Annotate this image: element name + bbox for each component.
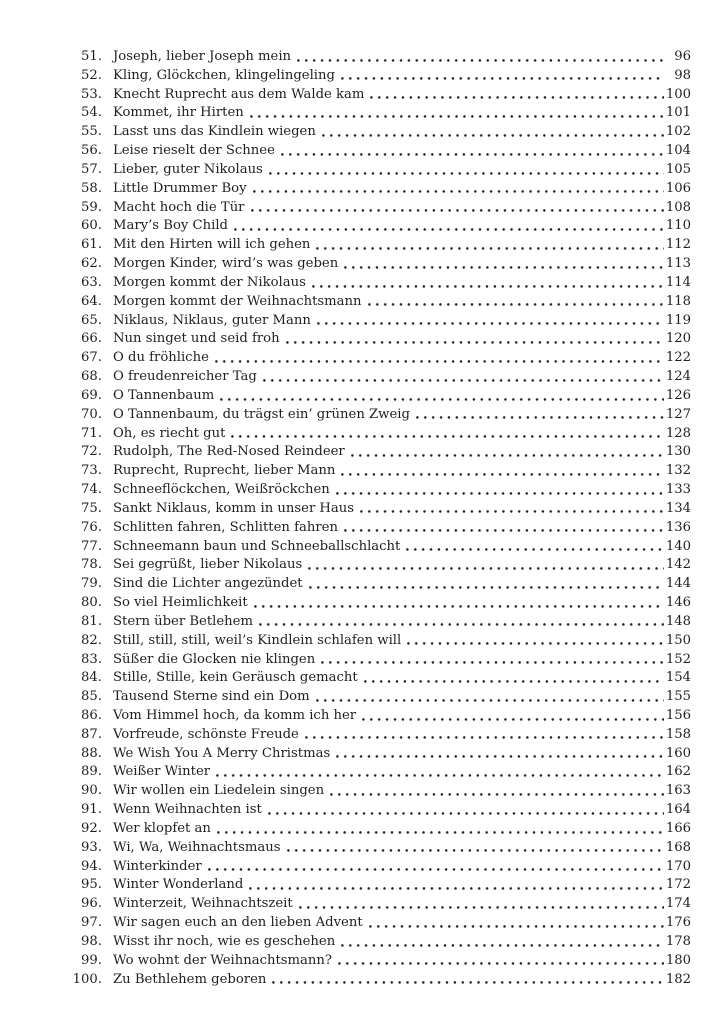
entry-title: Lasst uns das Kindlein wiegen [113, 124, 316, 140]
dot-leader [407, 633, 664, 652]
dot-leader [344, 520, 664, 539]
toc-entry [64, 539, 691, 558]
entry-number: 73. [81, 463, 102, 479]
toc-entry [64, 972, 691, 991]
entry-page-number: 158 [665, 726, 691, 742]
entry-number: 57. [81, 161, 102, 177]
entry-number: 77. [81, 538, 102, 554]
dot-leader [281, 143, 664, 162]
entry-page-number: 113 [665, 256, 691, 272]
entry-number: 65. [81, 312, 102, 328]
dot-leader [269, 162, 664, 181]
entry-title: Joseph, lieber Joseph mein [113, 49, 292, 64]
entry-page-number: 156 [665, 707, 691, 723]
entry-page-number: 101 [665, 105, 691, 121]
entry-page-number: 110 [665, 218, 691, 234]
toc-entry [64, 859, 691, 878]
entry-title: Vom Himmel hoch, da komm ich her [113, 707, 357, 723]
entry-number: 68. [81, 369, 102, 385]
dot-leader [305, 727, 664, 746]
entry-title: Ruprecht, Ruprecht, lieber Mann [113, 463, 336, 479]
entry-title: Kommet, ihr Hirten [113, 105, 244, 121]
entry-title: Sankt Niklaus, komm in unser Haus [113, 500, 355, 516]
dot-leader [299, 896, 664, 915]
dot-leader [308, 557, 664, 576]
entry-number: 93. [81, 839, 102, 855]
entry-number: 87. [81, 726, 102, 742]
dot-leader [309, 576, 664, 595]
entry-title: Oh, es riecht gut [113, 425, 226, 441]
toc-entry [64, 915, 691, 934]
entry-title: O du fröhliche [113, 350, 209, 366]
toc-entry [64, 501, 691, 520]
entry-number: 88. [81, 745, 102, 761]
dot-leader [312, 275, 664, 294]
dot-leader [368, 294, 664, 313]
entry-number: 94. [81, 858, 102, 874]
entry-page-number: 182 [665, 971, 691, 987]
dot-leader [263, 369, 664, 388]
entry-title: Tausend Sterne sind ein Dom [113, 689, 310, 705]
entry-page-number: 108 [665, 199, 691, 215]
dot-leader [253, 181, 664, 200]
entry-page-number: 164 [665, 802, 691, 818]
dot-leader [321, 652, 664, 671]
entry-title: Wer klopfet an [113, 820, 211, 836]
toc-entry [64, 68, 691, 87]
entry-number: 100. [72, 971, 102, 987]
dot-leader [251, 200, 665, 219]
entry-page-number: 180 [665, 952, 691, 968]
toc-entry [64, 275, 691, 294]
entry-page-number: 155 [665, 689, 691, 705]
entry-number: 61. [81, 237, 102, 253]
entry-page-number: 148 [665, 613, 691, 629]
toc-entry [64, 576, 691, 595]
dot-leader [286, 331, 664, 350]
entry-number: 51. [81, 49, 102, 64]
entry-page-number: 152 [665, 651, 691, 667]
entry-title: So viel Heimlichkeit [113, 595, 248, 611]
entry-page-number: 112 [665, 237, 691, 253]
entry-number: 91. [81, 802, 102, 818]
dot-leader [208, 859, 664, 878]
entry-number: 97. [81, 915, 102, 931]
entry-number: 80. [81, 595, 102, 611]
entry-number: 82. [81, 632, 102, 648]
dot-leader [322, 124, 664, 143]
dot-leader [217, 821, 664, 840]
entry-title: Lieber, guter Nikolaus [113, 161, 263, 177]
entry-title: Mit den Hirten will ich gehen [113, 237, 311, 253]
entry-page-number: 106 [665, 180, 691, 196]
dot-leader [341, 934, 664, 953]
dot-leader [268, 802, 664, 821]
toc-entry [64, 218, 691, 237]
entry-title: Schlitten fahren, Schlitten fahren [113, 519, 338, 535]
entry-page-number: 130 [665, 444, 691, 460]
entry-title: Morgen kommt der Nikolaus [113, 274, 306, 290]
entry-page-number: 172 [665, 877, 691, 893]
entry-number: 54. [81, 105, 102, 121]
entry-page-number: 150 [665, 632, 691, 648]
toc-list [64, 49, 691, 990]
entry-page-number: 144 [665, 576, 691, 592]
entry-page-number: 118 [665, 293, 691, 309]
toc-entry [64, 877, 691, 896]
toc-entry [64, 463, 691, 482]
dot-leader [416, 407, 664, 426]
entry-title: Rudolph, The Red-Nosed Reindeer [113, 444, 345, 460]
toc-entry [64, 821, 691, 840]
toc-entry [64, 256, 691, 275]
entry-page-number: 100 [665, 86, 691, 102]
entry-number: 66. [81, 331, 102, 347]
entry-page-number: 136 [665, 519, 691, 535]
entry-number: 90. [81, 783, 102, 799]
dot-leader [254, 595, 664, 614]
entry-title: Wisst ihr noch, wie es geschehen [113, 933, 336, 949]
dot-leader [351, 444, 664, 463]
entry-number: 60. [81, 218, 102, 234]
toc-entry [64, 764, 691, 783]
dot-leader [341, 68, 664, 87]
toc-entry [64, 727, 691, 746]
entry-page-number: 133 [665, 482, 691, 498]
dot-leader [216, 764, 664, 783]
dot-leader [215, 350, 664, 369]
entry-title: O Tannenbaum, du trägst ein’ grünen Zweig [113, 406, 410, 422]
toc-entry [64, 200, 691, 219]
entry-page-number: 134 [665, 500, 691, 516]
toc-entry [64, 313, 691, 332]
entry-title: Stern über Betlehem [113, 613, 253, 629]
entry-page-number: 166 [665, 820, 691, 836]
entry-page-number: 104 [665, 143, 691, 159]
dot-leader [362, 708, 664, 727]
entry-page-number: 142 [665, 557, 691, 573]
dot-leader [330, 783, 664, 802]
toc-entry [64, 689, 691, 708]
entry-number: 62. [81, 256, 102, 272]
dot-leader [272, 972, 664, 991]
entry-page-number: 120 [665, 331, 691, 347]
toc-entry [64, 595, 691, 614]
toc-entry [64, 294, 691, 313]
entry-number: 55. [81, 124, 102, 140]
entry-page-number: 163 [665, 783, 691, 799]
entry-title: O Tannenbaum [113, 387, 215, 403]
entry-number: 86. [81, 707, 102, 723]
entry-page-number: 132 [665, 463, 691, 479]
entry-title: Schneeflöckchen, Weißröckchen [113, 482, 330, 498]
toc-entry [64, 237, 691, 256]
toc-entry [64, 87, 691, 106]
entry-number: 98. [81, 933, 102, 949]
toc-entry [64, 896, 691, 915]
entry-number: 81. [81, 613, 102, 629]
entry-title: Knecht Ruprecht aus dem Walde kam [113, 86, 365, 102]
dot-leader [344, 256, 664, 275]
entry-number: 84. [81, 670, 102, 686]
entry-title: Leise rieselt der Schnee [113, 143, 275, 159]
entry-page-number: 168 [665, 839, 691, 855]
entry-page-number: 160 [665, 745, 691, 761]
entry-page-number: 105 [665, 161, 691, 177]
dot-leader [249, 877, 664, 896]
toc-entry [64, 369, 691, 388]
dot-leader [250, 105, 664, 124]
entry-number: 64. [81, 293, 102, 309]
entry-number: 52. [81, 67, 102, 83]
toc-entry [64, 614, 691, 633]
entry-title: Winterkinder [113, 858, 202, 874]
entry-number: 85. [81, 689, 102, 705]
dot-leader [341, 463, 664, 482]
toc-entry [64, 670, 691, 689]
toc-entry [64, 840, 691, 859]
entry-title: Winterzeit, Weihnachtszeit [113, 896, 293, 912]
entry-page-number: 162 [665, 764, 691, 780]
toc-entry [64, 652, 691, 671]
entry-title: Nun singet und seid froh [113, 331, 280, 347]
entry-title: O freudenreicher Tag [113, 369, 257, 385]
entry-number: 58. [81, 180, 102, 196]
dot-leader [336, 746, 664, 765]
entry-page-number: 126 [665, 387, 691, 403]
dot-leader [231, 426, 664, 445]
entry-page-number: 174 [665, 896, 691, 912]
entry-title: Weißer Winter [113, 764, 211, 780]
entry-title: Stille, Stille, kein Geräusch gemacht [113, 670, 358, 686]
toc-entry [64, 105, 691, 124]
entry-title: We Wish You A Merry Christmas [113, 745, 331, 761]
entry-number: 75. [81, 500, 102, 516]
entry-number: 96. [81, 896, 102, 912]
entry-title: Still, still, still, weil’s Kindlein schlafen will [113, 632, 402, 648]
toc-entry [64, 557, 691, 576]
entry-number: 56. [81, 143, 102, 159]
entry-number: 63. [81, 274, 102, 290]
entry-number: 71. [81, 425, 102, 441]
entry-page-number: 140 [665, 538, 691, 554]
entry-title: Morgen kommt der Weihnachtsmann [113, 293, 362, 309]
entry-page-number: 98 [674, 67, 691, 83]
entry-number: 69. [81, 387, 102, 403]
entry-title: Sei gegrüßt, lieber Nikolaus [113, 557, 303, 573]
entry-page-number: 178 [665, 933, 691, 949]
entry-title: Little Drummer Boy [113, 180, 247, 196]
entry-number: 78. [81, 557, 102, 573]
toc-entry [64, 802, 691, 821]
entry-page-number: 146 [665, 595, 691, 611]
entry-number: 79. [81, 576, 102, 592]
entry-title: Wir sagen euch an den lieben Advent [113, 915, 363, 931]
entry-title: Morgen Kinder, wird’s was geben [113, 256, 339, 272]
entry-title: Macht hoch die Tür [113, 199, 245, 215]
dot-leader [369, 915, 664, 934]
entry-title: Mary’s Boy Child [113, 218, 229, 234]
dot-leader [297, 49, 664, 68]
entry-number: 89. [81, 764, 102, 780]
entry-page-number: 124 [665, 369, 691, 385]
toc-entry [64, 426, 691, 445]
dot-leader [317, 313, 664, 332]
entry-title: Wir wollen ein Liedelein singen [113, 783, 325, 799]
toc-entry [64, 49, 691, 68]
toc-entry [64, 520, 691, 539]
dot-leader [316, 237, 664, 256]
entry-title: Wi, Wa, Weihnachtsmaus [113, 839, 281, 855]
dot-leader [336, 482, 664, 501]
entry-page-number: 127 [665, 406, 691, 422]
toc-entry [64, 331, 691, 350]
entry-number: 76. [81, 519, 102, 535]
entry-number: 83. [81, 651, 102, 667]
entry-number: 67. [81, 350, 102, 366]
toc-entry [64, 708, 691, 727]
entry-page-number: 154 [665, 670, 691, 686]
entry-title: Sind die Lichter angezündet [113, 576, 303, 592]
entry-page-number: 128 [665, 425, 691, 441]
dot-leader [220, 388, 664, 407]
entry-number: 99. [81, 952, 102, 968]
entry-page-number: 114 [665, 274, 691, 290]
entry-page-number: 102 [665, 124, 691, 140]
entry-title: Kling, Glöckchen, klingelingeling [113, 67, 335, 83]
toc-entry [64, 407, 691, 426]
dot-leader [259, 614, 664, 633]
entry-number: 74. [81, 482, 102, 498]
entry-title: Wenn Weihnachten ist [113, 802, 262, 818]
entry-title: Schneemann baun und Schneeballschlacht [113, 538, 401, 554]
entry-number: 53. [81, 86, 102, 102]
toc-entry [64, 633, 691, 652]
toc-entry [64, 388, 691, 407]
toc-entry [64, 350, 691, 369]
entry-page-number: 119 [665, 312, 691, 328]
entry-title: Winter Wonderland [113, 877, 244, 893]
toc-entry [64, 181, 691, 200]
entry-page-number: 96 [674, 49, 691, 64]
toc-entry [64, 124, 691, 143]
entry-title: Vorfreude, schönste Freude [113, 726, 299, 742]
entry-number: 95. [81, 877, 102, 893]
dot-leader [316, 689, 664, 708]
dot-leader [364, 670, 664, 689]
entry-title: Niklaus, Niklaus, guter Mann [113, 312, 311, 328]
toc-entry [64, 143, 691, 162]
entry-page-number: 170 [665, 858, 691, 874]
entry-title: Wo wohnt der Weihnachtsmann? [113, 952, 332, 968]
entry-number: 59. [81, 199, 102, 215]
toc-entry [64, 162, 691, 181]
dot-leader [287, 840, 664, 859]
entry-number: 92. [81, 820, 102, 836]
dot-leader [360, 501, 664, 520]
entry-number: 72. [81, 444, 102, 460]
toc-entry [64, 482, 691, 501]
entry-title: Zu Bethlehem geboren [113, 971, 267, 987]
toc-entry [64, 953, 691, 972]
dot-leader [338, 953, 664, 972]
entry-number: 70. [81, 406, 102, 422]
toc-entry [64, 746, 691, 765]
entry-page-number: 176 [665, 915, 691, 931]
dot-leader [234, 218, 664, 237]
toc-entry [64, 934, 691, 953]
toc-entry [64, 444, 691, 463]
dot-leader [406, 539, 664, 558]
toc-entry [64, 783, 691, 802]
dot-leader [370, 87, 664, 106]
entry-title: Süßer die Glocken nie klingen [113, 651, 316, 667]
entry-page-number: 122 [665, 350, 691, 366]
